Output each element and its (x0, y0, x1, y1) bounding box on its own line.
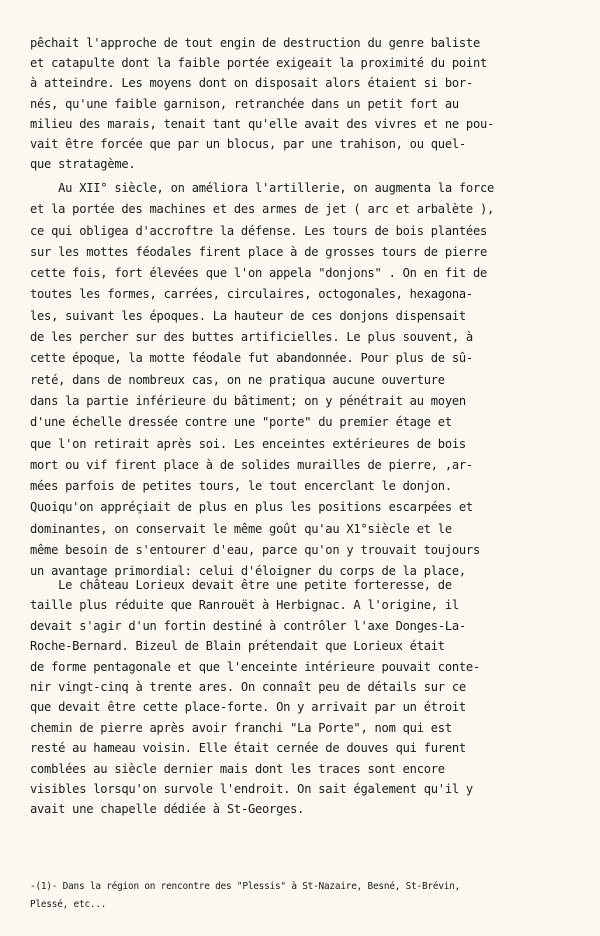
text-line: milieu des marais, tenait tant qu'elle avait des vivres et ne pou- (30, 116, 495, 131)
text-line: que l'on retirait après soi. Les enceintes extérieures de bois (30, 436, 466, 451)
text-line: Le château Lorieux devait être une petite forteresse, de (30, 578, 452, 592)
text-line: et catapulte dont la faible portée exigeait la proximité du point (30, 56, 488, 71)
text-line: taille plus réduite que Ranrouët à Herbignac. A l'origine, il (30, 598, 459, 613)
text-line: Quoiqu'on appréçiait de plus en plus les positions escarpées et (30, 500, 473, 515)
text-line: visibles lorsqu'on survole l'endroit. On sait également qu'il y (30, 781, 473, 796)
paragraph-3 (30, 575, 576, 820)
footnote (30, 878, 586, 914)
text-line: d'une échelle dressée contre une "porte" du premier étage et (30, 415, 452, 430)
text-line: nés, qu'une faible garnison, retranchée dans un petit fort au (30, 96, 459, 111)
text-line: Roche-Bernard. Bizeul de Blain prétendait que Lorieux était (30, 639, 445, 654)
text-line: et la portée des machines et des armes de jet ( arc et arbalète ), (30, 202, 495, 217)
text-line: même besoin de s'entourer d'eau, parce qu'on y trouvait toujours (30, 543, 480, 558)
footnote-line: -(1)- Dans la région on rencontre des "Plessis" à St-Nazaire, Besné, St-Brévin, (30, 881, 461, 892)
text-line: comblées au siècle dernier mais dont les traces sont encore (30, 761, 445, 776)
paragraph-1 (30, 33, 576, 174)
text-line: les, suivant les époques. La hauteur de ces donjons dispensait (30, 308, 466, 323)
text-line: mort ou vif firent place à de solides murailles de pierre, ,ar- (30, 457, 473, 472)
text-line: devait s'agir d'un fortin destiné à contrôler l'axe Donges-La- (30, 618, 466, 633)
text-line: dominantes, on conservait le même goût qu'au X1°siècle et le (30, 521, 452, 536)
text-line: mées parfois de petites tours, le tout encerclant le donjon. (30, 479, 452, 494)
text-line: cette époque, la motte féodale fut abandonnée. Pour plus de sû- (30, 351, 473, 366)
text-line: de forme pentagonale et que l'enceinte intérieure pouvait conte- (30, 659, 480, 674)
text-line: que devait être cette place-forte. On y arrivait par un étroit (30, 700, 466, 715)
text-line: de les percher sur des buttes artificielles. Le plus souvent, à (30, 330, 473, 345)
text-line: toutes les formes, carrées, circulaires, octogonales, hexagona- (30, 287, 473, 302)
text-line: cette fois, fort élevées que l'on appela "donjons" . On en fit de (30, 266, 488, 281)
text-line: sur les mottes féodales firent place à de grosses tours de pierre (30, 244, 488, 259)
text-line: chemin de pierre après avoir franchi "La Porte", nom qui est (30, 720, 452, 735)
footnote-line: Plessé, etc... (30, 899, 107, 910)
paragraph-2 (30, 178, 576, 583)
text-line: Au XII° siècle, on améliora l'artillerie, on augmenta la force (30, 181, 495, 195)
text-line: que stratagème. (30, 157, 136, 172)
text-line: reté, dans de nombreux cas, on ne pratiqua aucune ouverture (30, 372, 445, 387)
text-line: pêchait l'approche de tout engin de destruction du genre baliste (30, 36, 480, 50)
text-line: à atteindre. Les moyens dont on disposait alors étaient si bor- (30, 76, 473, 91)
text-line: nir vingt-cinq à trente ares. On connaît peu de détails sur ce (30, 679, 466, 694)
text-line: un avantage primordial: celui d'éloigner du corps de la place, (30, 564, 466, 579)
text-line: vait être forcée que par un blocus, par une trahison, ou quel- (30, 136, 466, 151)
text-line: dans la partie inférieure du bâtiment; on y pénétrait au moyen (30, 393, 466, 408)
text-line: ce qui obligea d'accroftre la défense. Les tours de bois plantées (30, 223, 488, 238)
text-line: avait une chapelle dédiée à St-Georges. (30, 802, 305, 817)
text-line: resté au hameau voisin. Elle était cernée de douves qui furent (30, 741, 466, 756)
